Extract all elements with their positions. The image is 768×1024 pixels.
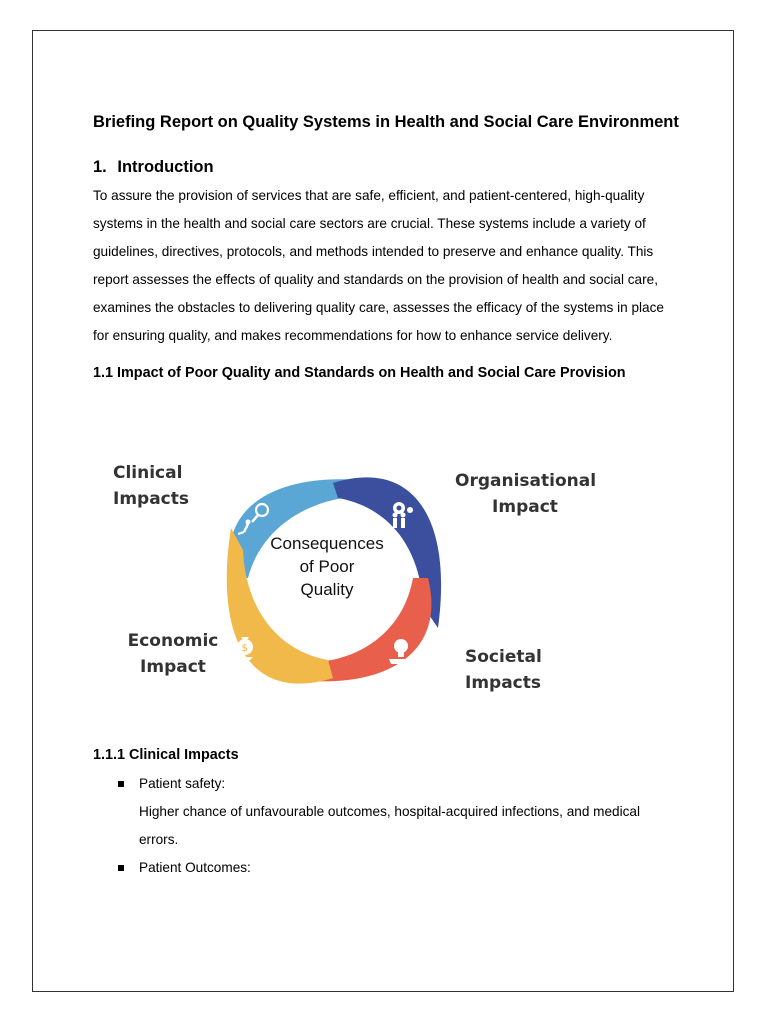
bullet-label: Patient Outcomes: <box>139 860 251 875</box>
section-number: 1. <box>93 158 107 176</box>
consequences-diagram <box>93 428 683 728</box>
list-item <box>93 770 683 854</box>
center-line-3: Quality <box>300 580 354 599</box>
economic-impact-label <box>117 628 229 680</box>
introduction-paragraph: To assure the provision of services that are safe, efficient, and patient-centered, high-quality systems in the health and social care sectors are crucial. These systems include a variety of guidelines, directives, protocols, and methods intended to preserve and enhance quality. This report assesses the effects of quality and standards on the provision of health and social care, examines the obstacles to delivering quality care, assesses the efficacy of the systems in place for ensuring quality, and makes recommendations for how to enhance service delivery. <box>93 188 664 343</box>
economic-label-line-2: Impact <box>140 657 206 677</box>
clinical-label-line-2: Impacts <box>113 489 190 509</box>
organisational-label-line-2: Impact <box>492 497 558 517</box>
societal-impacts-label <box>465 644 542 696</box>
section-title: Introduction <box>117 158 214 176</box>
societal-label-line-1: Societal <box>465 647 542 667</box>
document-body <box>93 108 683 882</box>
list-item <box>93 854 683 882</box>
center-line-2: of Poor <box>299 557 355 576</box>
document-title: Briefing Report on Quality Systems in Health and Social Care Environment <box>93 113 679 131</box>
clinical-impacts-list <box>93 770 683 882</box>
svg-text:$: $ <box>241 643 248 654</box>
organisational-label-line-1: Organisational <box>455 471 597 491</box>
organisational-impact-label <box>455 468 595 520</box>
clinical-impacts-label <box>113 460 189 512</box>
clinical-label-line-1: Clinical <box>113 463 183 483</box>
center-line-1: Consequences <box>270 534 384 553</box>
economic-label-line-1: Economic <box>127 631 219 651</box>
societal-label-line-2: Impacts <box>465 673 542 693</box>
bullet-label: Patient safety: <box>139 776 226 791</box>
diagram-center-text <box>251 532 403 601</box>
section-1-1-heading: 1.1 Impact of Poor Quality and Standards on Health and Social Care Provision <box>93 365 626 381</box>
section-introduction-heading <box>93 154 683 180</box>
bullet-description: Higher chance of unfavourable outcomes, hospital-acquired infections, and medical errors. <box>139 804 640 847</box>
section-1-1-1-heading: 1.1.1 Clinical Impacts <box>93 747 239 763</box>
